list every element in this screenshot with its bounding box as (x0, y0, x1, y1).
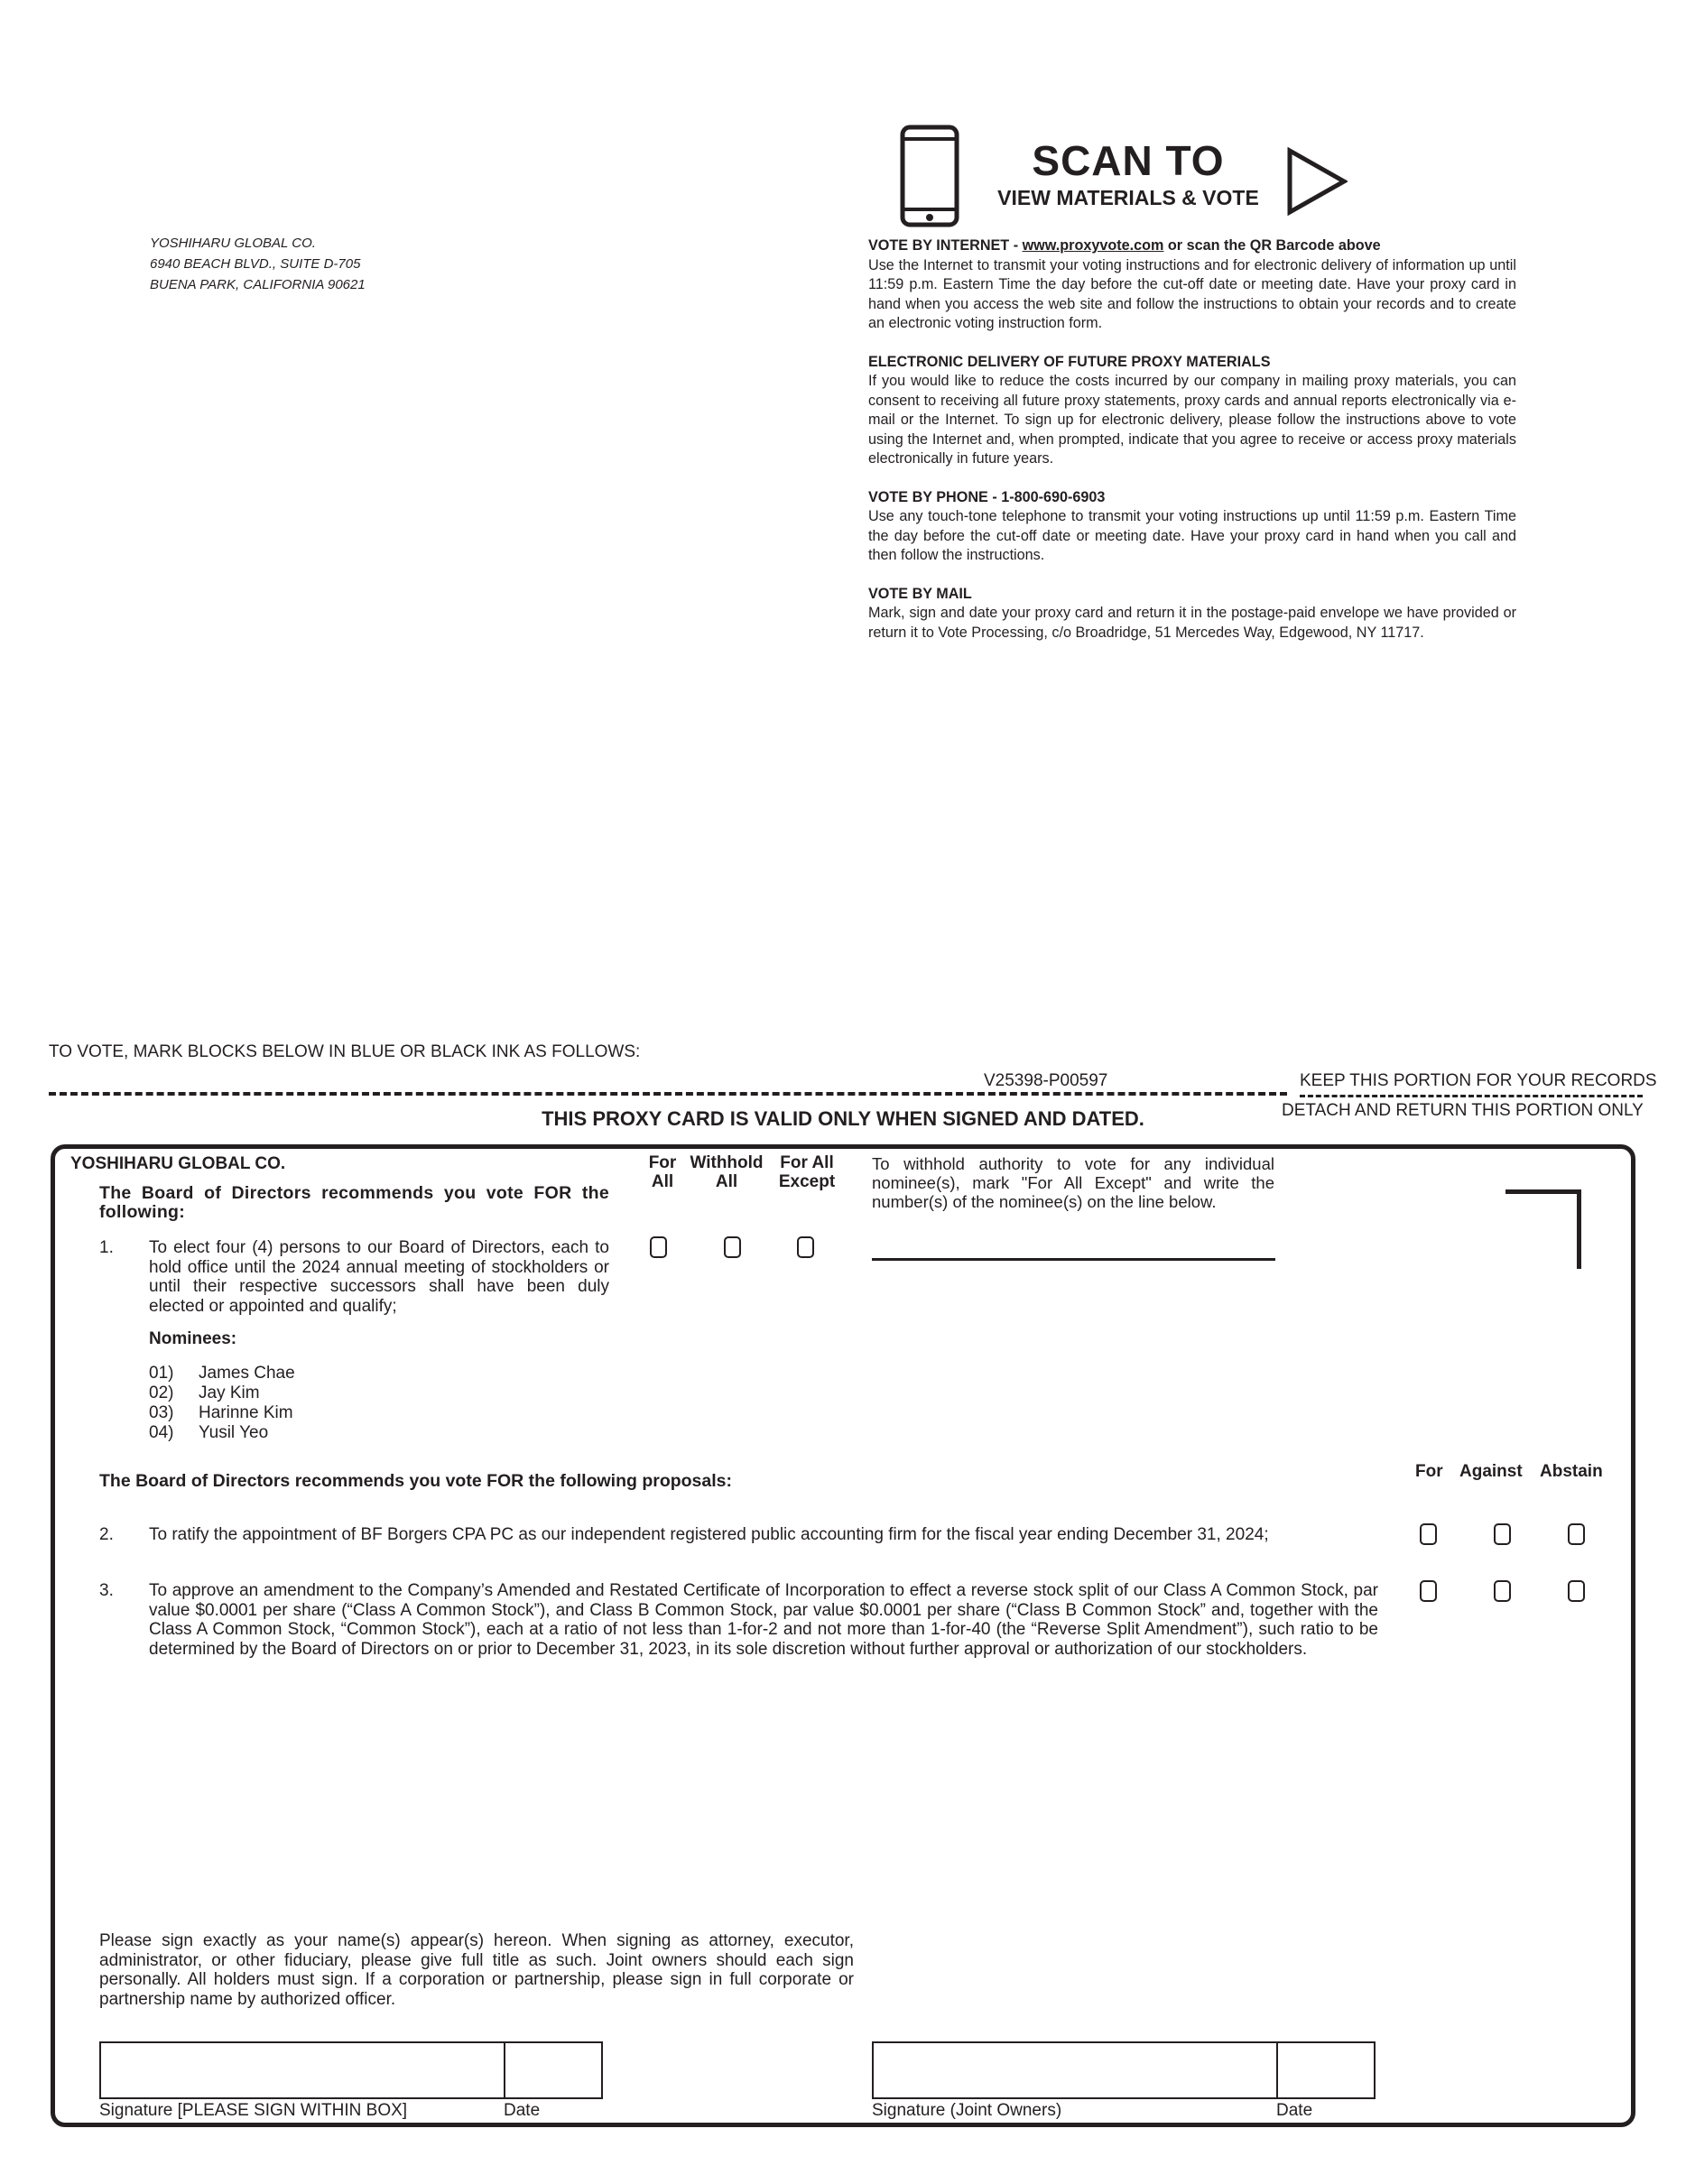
nominee-name: James Chae (199, 1364, 295, 1383)
play-arrow-icon (1286, 147, 1348, 216)
nominee-name: Yusil Yeo (199, 1423, 269, 1442)
vote-by-phone-section (868, 488, 1516, 566)
joint-signature-date-divider (1276, 2041, 1278, 2099)
electronic-delivery-heading: ELECTRONIC DELIVERY OF FUTURE PROXY MATERIALS (868, 353, 1271, 370)
proposal-2-text: To ratify the appointment of BF Borgers CPA PC as our independent registered public accounting firm for the fiscal year ending December 31, 2024; (149, 1525, 1269, 1544)
vote-by-mail-heading: VOTE BY MAIL (868, 585, 972, 602)
proposal-2-abstain-checkbox[interactable] (1568, 1523, 1585, 1545)
for-all-except-checkbox[interactable] (797, 1236, 814, 1258)
proposal-1-number: 1. (99, 1238, 114, 1257)
proposal-3-for-checkbox[interactable] (1420, 1580, 1437, 1602)
nominee-row (149, 1423, 295, 1443)
electronic-delivery-body: If you would like to reduce the costs incurred by our company in mailing proxy materials, you can consent to receiving all future proxy statements, proxy cards and annual reports electronically via e-mail or the Internet. To sign up for electronic delivery, please follow the instructions above to vote using the Internet and, when prompted, indicate that you agree to receive or access proxy materials electronically in future years. (868, 373, 1516, 467)
scan-title: SCAN TO (1032, 137, 1225, 184)
internet-heading-prefix: VOTE BY INTERNET - (868, 237, 1023, 254)
return-address-line: BUENA PARK, CALIFORNIA 90621 (150, 277, 366, 292)
vote-by-internet-section (868, 236, 1516, 334)
nominee-number: 02) (149, 1384, 174, 1402)
nominee-row (149, 1384, 295, 1403)
withhold-instruction: To withhold authority to vote for any individual nominee(s), mark "For All Except" and write the number(s) of the nominee(s) on the line below. (872, 1154, 1274, 1211)
proposal-3-text: To approve an amendment to the Company’s Amended and Restated Certificate of Incorporation to effect a reverse stock split of our Class A Common Stock, par value $0.0001 per share (“Class A Common Stock”), and Class B Common Stock, par value $0.0001 per share (“Class B Common Stock” and, together with the Class A Common Stock, “Common Stock”), each at a ratio of not less than 1-for-2 and not more than 1-for-40 (the “Reverse Split Amendment”), such ratio to be determined by the Board of Directors on or prior to December 31, 2023, in its sole discretion without further approval or authorization of our stockholders. (149, 1581, 1378, 1659)
proposal-2-number: 2. (99, 1525, 114, 1544)
nominee-name: Jay Kim (199, 1384, 260, 1402)
col-withhold-all (682, 1153, 771, 1191)
voting-instructions (868, 236, 1516, 662)
proposal-2-against-checkbox[interactable] (1494, 1523, 1511, 1545)
col-abstain: Abstain (1540, 1462, 1603, 1481)
electronic-delivery-section (868, 353, 1516, 469)
col-label: All (715, 1172, 738, 1191)
board-directors-recommendation: The Board of Directors recommends you vote FOR the following: (99, 1183, 609, 1222)
control-number: V25398-P00597 (984, 1071, 1108, 1090)
proposal-1-text: To elect four (4) persons to our Board of Directors, each to hold office until the 2024 annual meeting of stockholders or until their respective successors shall have been duly elected or appointed and qualify; (149, 1238, 609, 1316)
proposal-2-for-checkbox[interactable] (1420, 1523, 1437, 1545)
nominee-number: 04) (149, 1423, 174, 1442)
signature-date-divider (504, 2041, 505, 2099)
joint-date-label: Date (1276, 2101, 1313, 2120)
col-for: For (1415, 1462, 1443, 1481)
signing-instructions: Please sign exactly as your name(s) appear(s) hereon. When signing as attorney, executor, administrator, or other fiduciary, please give full title as such. Joint owners should each sign personally. All holders must sign. If a corporation or partnership, please sign in full corporate or partnership name by authorized officer. (99, 1931, 854, 2009)
mark-instruction: TO VOTE, MARK BLOCKS BELOW IN BLUE OR BLACK INK AS FOLLOWS: (49, 1042, 641, 1061)
date-label: Date (504, 2101, 541, 2120)
col-against: Against (1459, 1462, 1523, 1481)
nominee-number: 01) (149, 1364, 174, 1383)
proxyvote-link[interactable]: www.proxyvote.com (1022, 237, 1164, 254)
detach-return-note: DETACH AND RETURN THIS PORTION ONLY (1282, 1101, 1644, 1120)
col-for-all-except (773, 1153, 841, 1191)
phone-icon (900, 125, 959, 227)
internet-heading-suffix: or scan the QR Barcode above (1163, 237, 1381, 254)
return-address-line: YOSHIHARU GLOBAL CO. (150, 236, 316, 251)
col-label: Except (778, 1172, 836, 1191)
vote-by-phone-heading: VOTE BY PHONE - 1-800-690-6903 (868, 488, 1106, 505)
card-company-name: YOSHIHARU GLOBAL CO. (70, 1154, 286, 1173)
nominees-label: Nominees: (149, 1329, 237, 1348)
signature-box[interactable] (99, 2041, 603, 2099)
detach-line (49, 1092, 1287, 1096)
board-proposals-recommendation: The Board of Directors recommends you vote FOR the following proposals: (99, 1471, 733, 1491)
nominee-name: Harinne Kim (199, 1403, 293, 1422)
for-all-checkbox[interactable] (650, 1236, 667, 1258)
vote-by-internet-body: Use the Internet to transmit your voting instructions and for electronic delivery of information up until 11:59 p.m. Eastern Time the day before the cut-off date or meeting date. Have your proxy card in hand when you access the web site and follow the instructions to obtain your records and to create an electronic voting instruction form. (868, 256, 1516, 331)
nominee-list (149, 1364, 295, 1443)
proposal-3-number: 3. (99, 1581, 114, 1600)
col-label: For (648, 1153, 677, 1172)
scan-subtitle: VIEW MATERIALS & VOTE (997, 186, 1259, 209)
vote-by-mail-body: Mark, sign and date your proxy card and return it in the postage-paid envelope we have provided or return it to Vote Processing, c/o Broadridge, 51 Mercedes Way, Edgewood, NY 11717. (868, 605, 1516, 641)
return-address-line: 6940 BEACH BLVD., SUITE D-705 (150, 256, 361, 272)
nominee-number: 03) (149, 1403, 174, 1422)
nominee-row (149, 1364, 295, 1384)
keep-portion-note: KEEP THIS PORTION FOR YOUR RECORDS (1300, 1071, 1657, 1090)
proposal-3-abstain-checkbox[interactable] (1568, 1580, 1585, 1602)
vote-by-internet-heading (868, 236, 1516, 256)
nominee-row (149, 1403, 295, 1423)
return-address (150, 233, 366, 295)
col-label: For All (780, 1153, 834, 1172)
col-for-all (643, 1153, 682, 1191)
signature-label: Signature [PLEASE SIGN WITHIN BOX] (99, 2101, 408, 2120)
valid-note: THIS PROXY CARD IS VALID ONLY WHEN SIGNED AND DATED. (542, 1107, 1144, 1130)
vote-by-phone-body: Use any touch-tone telephone to transmit your voting instructions up until 11:59 p.m. Eastern Time the day before the cut-off date or meeting date. Have your proxy card in hand when you call and then follow the instructions. (868, 508, 1516, 563)
col-label: Withhold (690, 1153, 764, 1172)
joint-signature-box[interactable] (872, 2041, 1376, 2099)
keep-underline (1300, 1095, 1643, 1097)
vote-by-mail-section (868, 585, 1516, 643)
withhold-all-checkbox[interactable] (724, 1236, 741, 1258)
nominee-exception-line[interactable] (872, 1258, 1275, 1261)
corner-registration-mark (1505, 1189, 1581, 1269)
col-label: All (651, 1172, 674, 1191)
proposal-3-against-checkbox[interactable] (1494, 1580, 1511, 1602)
joint-signature-label: Signature (Joint Owners) (872, 2101, 1062, 2120)
